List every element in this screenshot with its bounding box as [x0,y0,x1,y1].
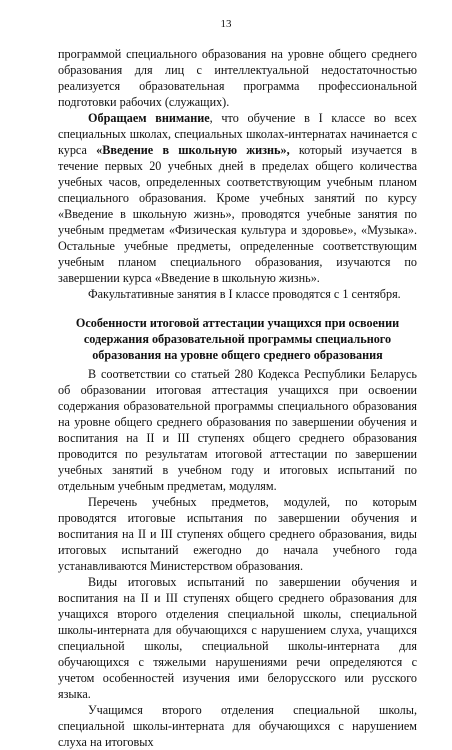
page-content [58,46,417,750]
attention-text-a: , что обучение в I классе во всех специальных школах, специальных школах-интернатах начинается с курса [58,111,417,157]
paragraph-article-280: В соответствии со статьей 280 Кодекса Республики Беларусь об образовании итоговая аттестация учащихся при освоении содержания образовательной программы специального образования на уровне общего среднего образования по завершении обучения и воспитания на II и III ступенях общего среднего образования проводится по результатам итоговой аттестации по завершении учебных занятий в учебном году и итоговых испытаний по отдельным учебным предметам, модулям. [58,367,417,493]
paragraph-subject-list: Перечень учебных предметов, модулей, по которым проводятся итоговые испытания по завершении обучения и воспитания на II и III ступенях общего среднего образования, виды итоговых испытаний ежегодно до начала учебного года устанавливаются Министерством образования. [58,495,417,573]
section-heading: Особенности итоговой аттестации учащихся при освоении содержания образовательной программы специального образования на уровне общего среднего образования [75,316,400,362]
attention-lead: Обращаем внимание [88,111,210,125]
paragraph-hearing-impaired: Учащимся второго отделения специальной школы, специальной школы-интерната для обучающихся с нарушением слуха на итоговых [58,703,417,749]
paragraph-attention [58,110,417,286]
course-name: «Введение в школьную жизнь», [96,143,290,157]
paragraph-exam-types: Виды итоговых испытаний по завершении обучения и воспитания на II и III ступенях общего среднего образования для учащихся второго отделения специальной школы, специальной школы-интерната для обучающихся с нарушением слуха, учащихся специальной школы, специальной школы-интерната для обучающихся с тяжелыми нарушениями речи определяются с учетом особенностей изучения ими белорусского или русского языка. [58,575,417,701]
paragraph-electives: Факультативные занятия в I классе проводятся с 1 сентября. [88,287,401,301]
paragraph-continuation: программой специального образования на уровне общего среднего образования для лиц с интеллектуальной недостаточностью реализуется образовательная программа профессиональной подготовки рабочих (служащих). [58,47,417,109]
page-number: 13 [220,18,232,30]
attention-text-b: который изучается в течение первых 20 учебных дней в пределах общего количества учебных часов, определенных соответствующим учебным планом специального образования. Кроме учебных занятий по курсу «Введение в школьную жизнь», проводятся учебные занятия по учебным предметам «Физическая культура и здоровье», «Музыка». Остальные учебные предметы, определенные соответствующим учебным планом специального образования, изучаются по завершении курса «Введение в школьную жизнь». [58,143,418,285]
